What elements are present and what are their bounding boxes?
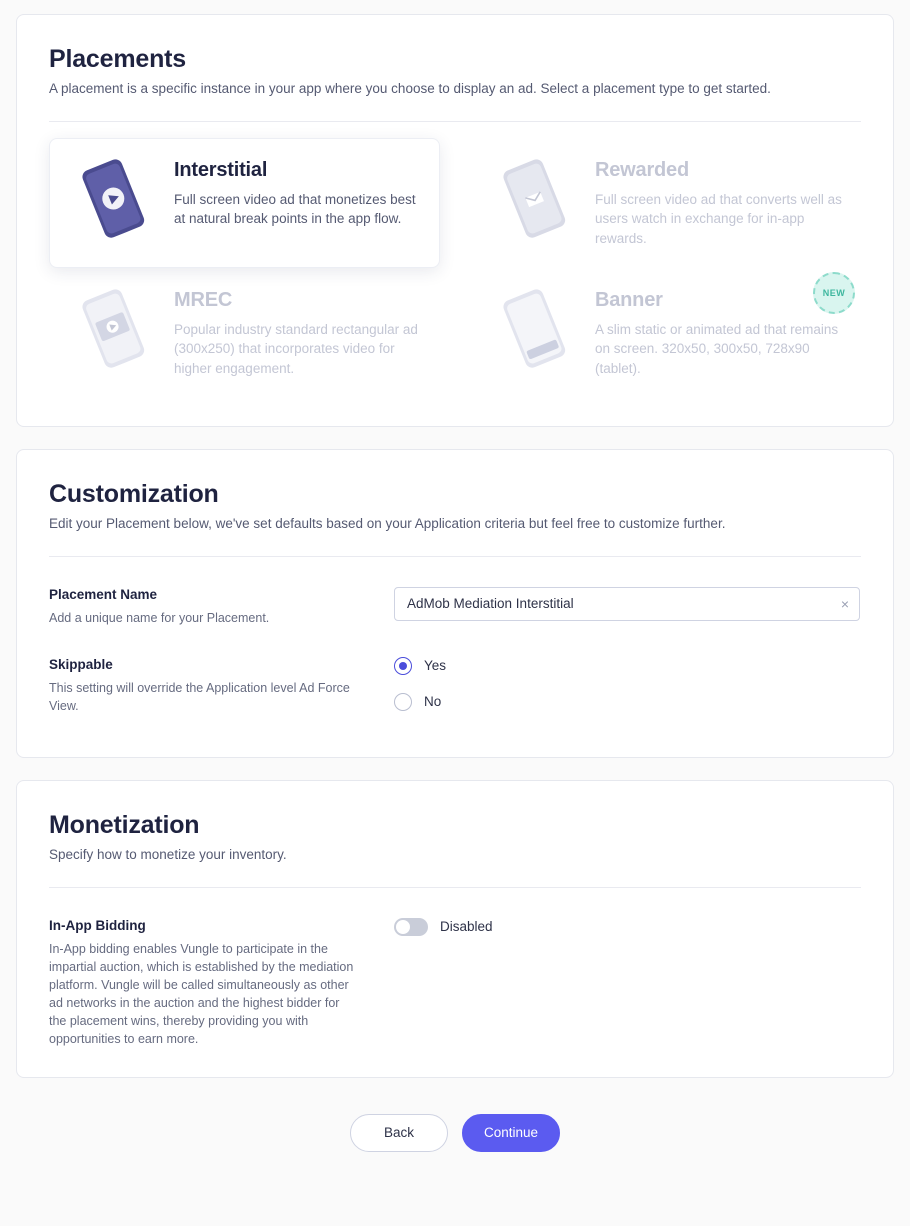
skippable-labels xyxy=(49,657,394,729)
customization-divider xyxy=(49,556,861,557)
placements-title: Placements xyxy=(49,45,186,73)
rewarded-text xyxy=(595,155,845,249)
interstitial-thumb-icon xyxy=(64,155,160,241)
skippable-option-no[interactable] xyxy=(394,693,861,711)
monetization-card xyxy=(16,780,894,1078)
monetization-divider xyxy=(49,887,861,888)
in-app-bidding-toggle-row[interactable] xyxy=(394,918,861,936)
clear-icon[interactable]: × xyxy=(840,595,849,612)
in-app-bidding-control xyxy=(394,918,861,1049)
placement-name-control xyxy=(394,587,861,627)
banner-description: A slim static or animated ad that remains on screen. 320x50, 300x50, 728x90 (tablet). xyxy=(595,321,839,377)
mrec-thumb-icon xyxy=(64,285,160,371)
customization-subtitle: Edit your Placement below, we've set defaults based on your Application criteria but feel free to customize further. xyxy=(49,515,726,531)
radio-no-icon[interactable] xyxy=(394,693,412,711)
placement-name-row xyxy=(49,587,861,627)
rewarded-description: Full screen video ad that converts well as users watch in exchange for in-app rewards. xyxy=(595,191,842,247)
placement-name-labels xyxy=(49,587,394,627)
customization-title: Customization xyxy=(49,479,219,508)
skippable-row xyxy=(49,657,861,729)
placement-option-banner-wrap xyxy=(470,268,861,398)
rewarded-name: Rewarded xyxy=(595,158,689,181)
placement-option-rewarded[interactable] xyxy=(470,138,861,268)
placement-name-label: Placement Name xyxy=(49,586,158,602)
banner-text xyxy=(595,285,845,379)
continue-button[interactable]: Continue xyxy=(462,1114,560,1152)
skippable-hint: This setting will override the Application level Ad Force View. xyxy=(49,680,350,714)
interstitial-name: Interstitial xyxy=(174,158,268,181)
in-app-bidding-row xyxy=(49,918,861,1049)
placements-divider xyxy=(49,121,861,122)
in-app-bidding-hint: In-App bidding enables Vungle to participate in the impartial auction, which is established by the mediation platform. Vungle will be called simultaneously as other ad networks in the auction and the highest bidder for the placement wins, thereby providing you with opportunities to earn more. xyxy=(49,941,354,1047)
in-app-bidding-label: In-App Bidding xyxy=(49,917,146,933)
placement-option-banner[interactable] xyxy=(470,268,861,398)
back-button[interactable]: Back xyxy=(350,1114,448,1152)
mrec-name: MREC xyxy=(174,288,233,311)
footer-actions xyxy=(16,1100,894,1178)
mrec-description: Popular industry standard rectangular ad (300x250) that incorporates video for higher engagement. xyxy=(174,321,418,377)
in-app-bidding-toggle[interactable] xyxy=(394,918,428,936)
interstitial-description: Full screen video ad that monetizes best at natural break points in the app flow. xyxy=(174,191,416,227)
placement-name-hint: Add a unique name for your Placement. xyxy=(49,610,270,625)
mrec-text xyxy=(174,285,424,379)
placement-option-interstitial[interactable] xyxy=(49,138,440,268)
banner-thumb-icon xyxy=(485,285,581,371)
placement-name-input-wrap[interactable] xyxy=(394,587,860,621)
radio-yes-label: Yes xyxy=(424,658,447,674)
skippable-label: Skippable xyxy=(49,656,113,672)
in-app-bidding-labels xyxy=(49,918,394,1049)
placement-name-input[interactable] xyxy=(405,595,835,612)
placements-card xyxy=(16,14,894,427)
radio-yes-icon[interactable] xyxy=(394,657,412,675)
radio-no-label: No xyxy=(424,694,442,710)
toggle-knob-icon xyxy=(396,920,410,934)
rewarded-thumb-icon xyxy=(485,155,581,241)
banner-new-badge: NEW xyxy=(813,272,855,314)
in-app-bidding-state-label: Disabled xyxy=(440,919,493,935)
placements-grid xyxy=(49,138,861,398)
placement-option-interstitial-wrap xyxy=(49,138,440,268)
monetization-title: Monetization xyxy=(49,810,200,839)
monetization-subtitle: Specify how to monetize your inventory. xyxy=(49,846,287,862)
skippable-option-yes[interactable] xyxy=(394,657,861,675)
placement-option-mrec-wrap xyxy=(49,268,440,398)
skippable-control xyxy=(394,657,861,729)
placements-subtitle: A placement is a specific instance in your app where you choose to display an ad. Select a placement type to get started. xyxy=(49,81,771,96)
customization-card xyxy=(16,449,894,758)
interstitial-text xyxy=(174,155,424,229)
placement-option-rewarded-wrap xyxy=(470,138,861,268)
placement-option-mrec[interactable] xyxy=(49,268,440,398)
banner-name: Banner xyxy=(595,288,663,311)
